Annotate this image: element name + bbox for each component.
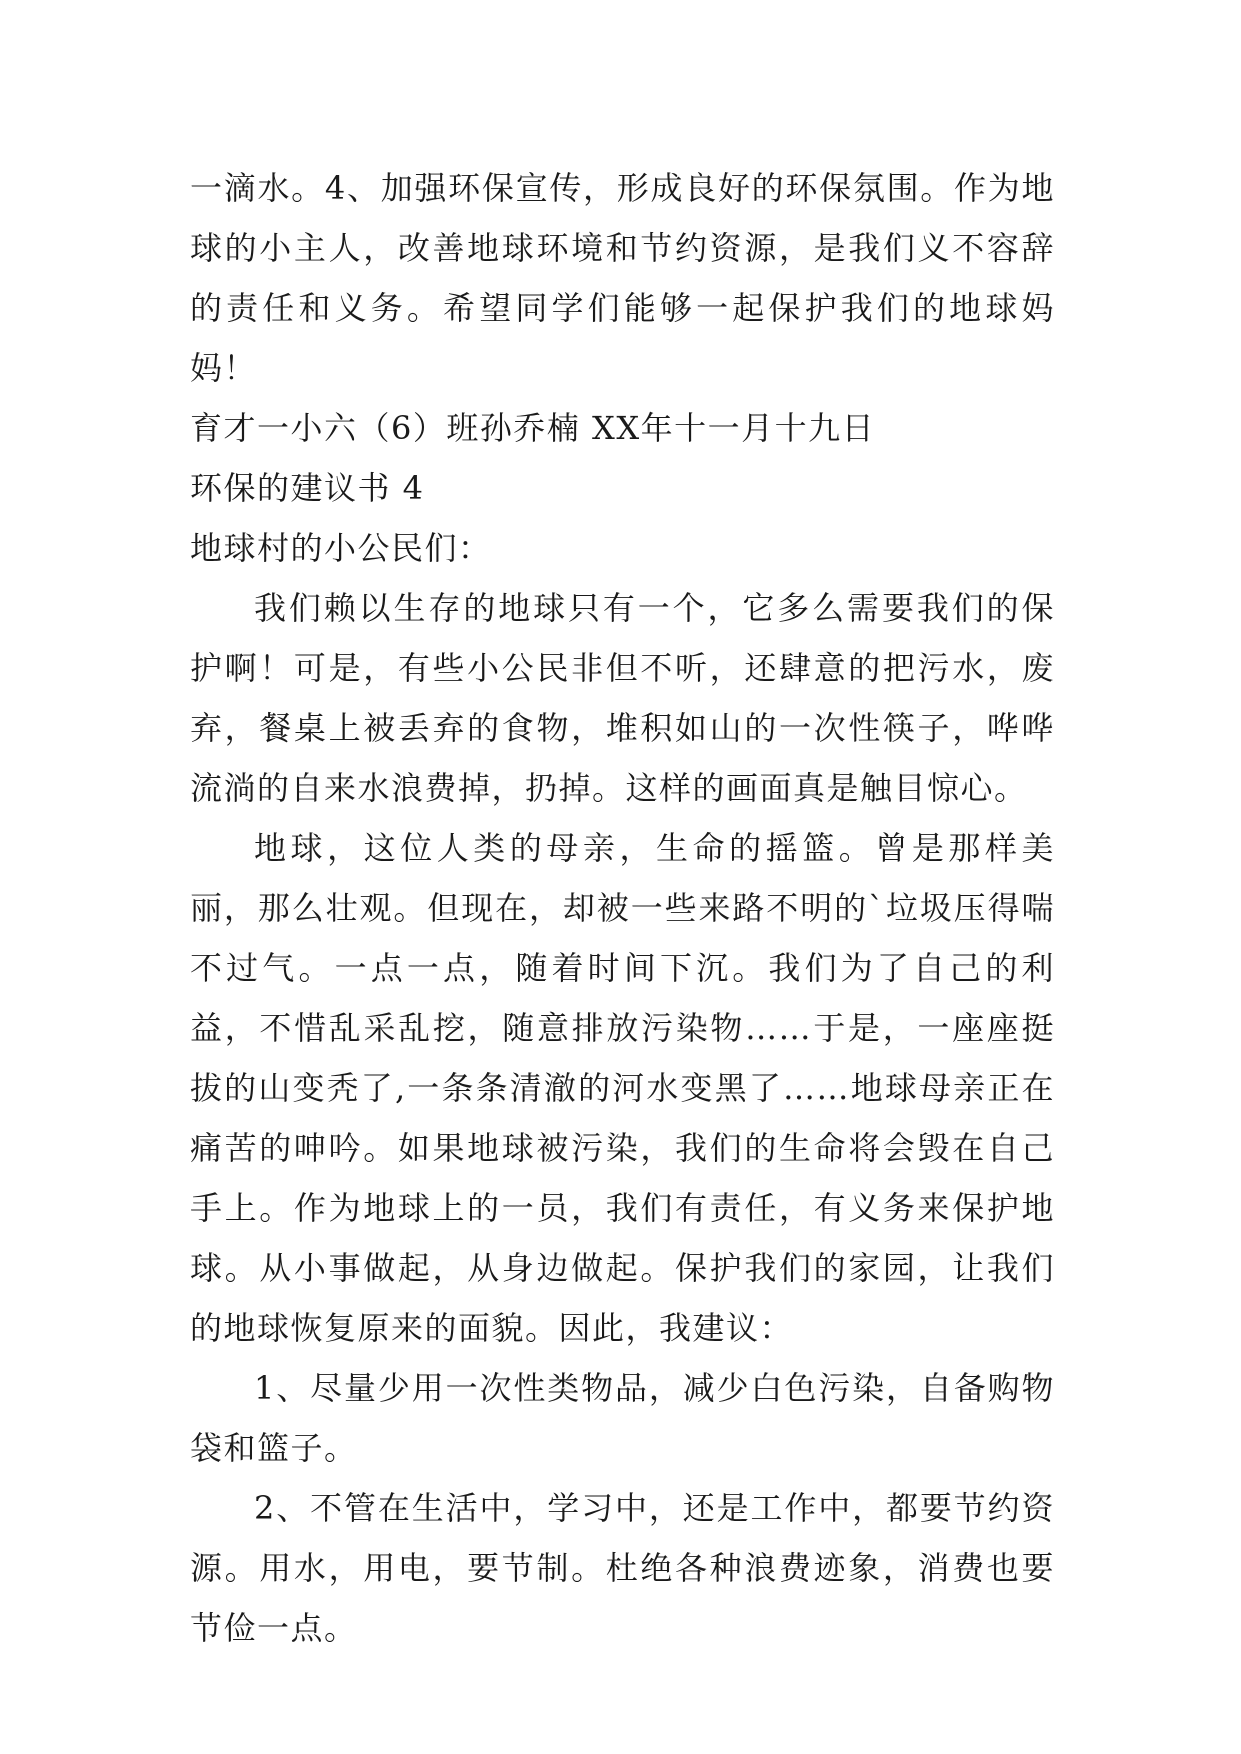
paragraph-intro: 我们赖以生存的地球只有一个，它多么需要我们的保护啊！可是，有些小公民非但不听，还肆意的把污水，废弃，餐桌上被丢弃的食物，堆积如山的一次性筷子，哗哗流淌的自来水浪费掉，扔掉。这样的画面真是触目惊心。 xyxy=(190,589,1055,807)
suggestion-item-2: 2、不管在生活中，学习中，还是工作中，都要节约资源。用水，用电，要节制。杜绝各种浪费迹象，消费也要节俭一点。 xyxy=(190,1489,1055,1647)
salutation: 地球村的小公民们： xyxy=(190,529,492,567)
section-title: 环保的建议书 4 xyxy=(190,469,425,507)
paragraph-earth: 地球，这位人类的母亲，生命的摇篮。曾是那样美丽，那么壮观。但现在，却被一些来路不明的`垃圾压得喘不过气。一点一点，随着时间下沉。我们为了自己的利益，不惜乱采乱挖，随意排放污染物……于是，一座座挺拔的山变秃了,一条条清澈的河水变黑了……地球母亲正在痛苦的呻吟。如果地球被污染，我们的生命将会毁在自己手上。作为地球上的一员，我们有责任，有义务来保护地球。从小事做起，从身边做起。保护我们的家园，让我们的地球恢复原来的面貌。因此，我建议： xyxy=(190,829,1055,1347)
signature-line: 育才一小六（6）班孙乔楠 XX年十一月十九日 xyxy=(190,409,876,447)
suggestion-item-1: 1、尽量少用一次性类物品，减少白色污染，自备购物袋和篮子。 xyxy=(190,1369,1055,1467)
paragraph-closing-suggestions: 一滴水。4、加强环保宣传，形成良好的环保氛围。作为地球的小主人，改善地球环境和节约资源，是我们义不容辞的责任和义务。希望同学们能够一起保护我们的地球妈妈！ xyxy=(190,169,1055,387)
document-body xyxy=(190,158,1055,1658)
